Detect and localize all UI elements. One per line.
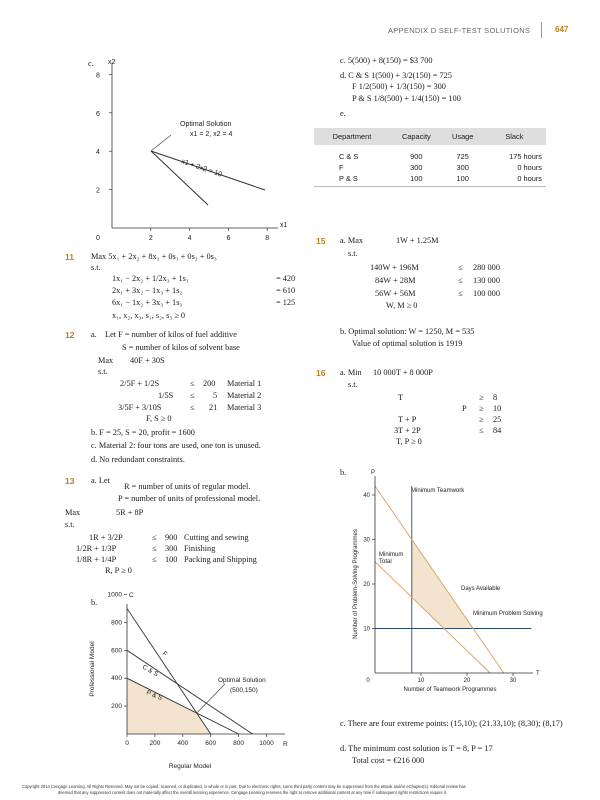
q15-b2: Value of optimal solution is 1919 <box>352 339 463 348</box>
q12-max: Max <box>98 356 114 365</box>
q16-c: c. There are four extreme points: (15,10); (21.33,10); (8,30); (8,17) <box>340 719 563 728</box>
q13-d2: F 1/2(500) + 1/3(150) = 300 <box>352 82 446 91</box>
graph2-x-tick-label: 400 <box>177 740 189 747</box>
q16-number: 16 <box>316 368 326 378</box>
q11-row-3-rhs: = 125 <box>276 298 296 307</box>
q13-row-1-rhs: 900 <box>165 533 178 542</box>
graph2-y-tick-label: 200 <box>111 703 122 711</box>
graph2-y-tick-label: 400 <box>111 675 122 683</box>
graph2-x-tick-label: 600 <box>205 740 217 747</box>
graph3-y-axis-letter: P <box>371 470 376 476</box>
q11-row-2: 2x₁ + 3x₂ − 1x₃ + 1s₂ <box>112 286 183 295</box>
q13-d3: P & S 1/8(500) + 1/4(150) = 100 <box>352 94 461 103</box>
q12-row-1-label: Material 1 <box>227 379 262 388</box>
q11-row-3: 6x₁ − 1x₂ + 3x₃ + 1s₃ <box>112 298 183 307</box>
graph3-line-daysavailable <box>375 486 504 673</box>
q13-row-1-sign: ≤ <box>152 533 157 542</box>
slack-table <box>314 128 546 187</box>
q12-row-1: 2/5F + 1/2S <box>120 379 160 388</box>
q12-b: b. F = 25, S = 20, profit = 1600 <box>91 428 195 437</box>
table-header-row <box>314 128 546 145</box>
q16-nonneg: T, P ≥ 0 <box>396 437 422 446</box>
q11-nonneg: x₁, x₂, x₃, s₁, s₂, s₃ ≥ 0 <box>112 311 186 320</box>
q12-nonneg: F, S ≥ 0 <box>146 414 172 423</box>
graph2-leader-line <box>197 684 225 713</box>
q12-row-3-sign: ≤ <box>190 403 195 412</box>
running-header: APPENDIX D SELF-TEST SOLUTIONS <box>388 26 531 35</box>
q13-row-2: 1/2R + 1/3P <box>76 544 117 553</box>
graph3-y-label: Number of Problem-Solving Programmes <box>353 529 359 639</box>
q11-number: 11 <box>65 252 74 262</box>
graph2-y-label: Professional Model <box>89 641 96 697</box>
q16-row-1-rhs: 8 <box>493 393 498 402</box>
q12-row-1-rhs: 200 <box>203 379 216 388</box>
q13-row-2-label: Finishing <box>184 544 216 553</box>
q15-row-1: 140W + 196M <box>370 263 419 272</box>
table-header: Usage <box>443 128 483 145</box>
q15-row-1-rhs: 280 000 <box>473 263 500 272</box>
q11-row-1: 1x₁ − 2x₂ + 1/2x₃ + 1s₁ <box>112 274 189 283</box>
graph2-y-axis-letter: C <box>129 592 134 599</box>
q13-row-3-rhs: 100 <box>165 555 178 564</box>
table-cell: 0 hours <box>483 173 546 187</box>
q12-def2: S = number of kilos of solvent base <box>122 343 240 352</box>
q13-e: e. <box>340 109 346 118</box>
graph1-part-label: c. <box>88 59 94 68</box>
graph1-x-tick-label: 2 <box>148 235 153 240</box>
graph1-y-tick-label: 4 <box>96 149 100 157</box>
q15-a: a. Max <box>340 236 364 245</box>
q15-number: 15 <box>316 236 326 246</box>
table-cell: 300 <box>456 163 469 172</box>
graph1-y-tick-label: 6 <box>96 110 100 118</box>
q12-row-2: 1/5S <box>158 391 174 400</box>
q16-row-4: 3T + 2P <box>394 426 421 435</box>
graph2-annotation-value: (500,150) <box>230 687 258 694</box>
q15-row-2-sign: ≤ <box>458 276 463 285</box>
q16-row-4-sign: ≤ <box>479 426 484 435</box>
graph2-y-tick-label: 1000 <box>107 591 122 599</box>
graph1-x-tick-label: 0 <box>96 235 100 240</box>
q13-a-label: a. Let <box>91 476 110 485</box>
table-header: Slack <box>483 128 546 145</box>
graph1-constraint-line <box>151 151 208 205</box>
q16-d1: d. The minimum cost solution is T = 8, P = 17 <box>340 744 493 753</box>
graph3-label-minimum-problem-solving: Minimum Problem Solving <box>473 611 543 617</box>
q12-c: c. Material 2: four tons are used, one ton is unused. <box>91 441 261 450</box>
q16-row-1: T <box>398 393 404 402</box>
graph2-y-tick-label: 600 <box>111 647 122 655</box>
graph1-x-tick-label: 4 <box>187 235 192 240</box>
q13-row-3-label: Packing and Shipping <box>184 555 257 564</box>
graph3-x-tick-label: 10 <box>417 678 425 684</box>
q12-row-2-rhs: 5 <box>213 391 218 400</box>
table-header: Department <box>314 128 390 145</box>
footer-line-2: deemed that any suppressed content does not materially affect the overall learning experience. Cengage Learning reserves the right to remove additional content at any time if subsequent rights restrictions require it. <box>58 790 448 795</box>
graph2-chart <box>80 586 300 774</box>
table-cell: P & S <box>314 173 390 187</box>
q11-row-2-rhs: = 610 <box>276 286 296 295</box>
graph3-x-tick-label: 20 <box>463 678 471 684</box>
graph1-leader-line <box>151 135 171 151</box>
q12-row-3-rhs: 21 <box>209 403 218 412</box>
header-divider <box>541 22 542 38</box>
q12-d: d. No redundant constraints. <box>91 455 185 464</box>
q15-row-1-sign: ≤ <box>458 263 463 272</box>
page-number: 647 <box>555 25 569 34</box>
graph3-y-tick-label: 10 <box>363 626 370 633</box>
graph3-x-axis-letter: T <box>536 671 540 677</box>
graph2-label-f: F <box>160 650 169 659</box>
graph3-y-tick-label: 20 <box>363 582 370 588</box>
q15-row-3-rhs: 100 000 <box>473 289 500 298</box>
table-cell: 175 hours <box>509 152 542 161</box>
q16-row-3: T + P <box>398 415 417 424</box>
table-cell: 100 <box>443 173 483 187</box>
q15-row-2: 84W + 28M <box>375 276 416 285</box>
q16-st: s.t. <box>348 380 358 389</box>
graph2-x-tick-label: 0 <box>125 740 129 747</box>
q16-row-2-sign: ≥ <box>479 404 484 413</box>
q13-st: s.t. <box>65 520 75 529</box>
graph3-x-tick-label: 0 <box>366 678 370 684</box>
table-cell: C & S <box>339 152 359 161</box>
q12-def1: Let F = number of kilos of fuel additive <box>105 330 237 339</box>
graph2-x-axis-letter: R <box>283 741 288 748</box>
q16-objective: 10 000T + 8 000P <box>373 368 433 377</box>
graph3-label-minimum-teamwork: Minimum Teamwork <box>411 488 465 494</box>
graph3-x-label: Number of Teamwork Programmes <box>403 687 497 693</box>
graph2-x-tick-label: 200 <box>149 740 161 747</box>
table-row <box>314 162 546 173</box>
q12-number: 12 <box>65 330 75 340</box>
q13-row-1-label: Cutting and sewing <box>184 533 249 542</box>
graph1-line-label: x1 + 2x2 = 10 <box>180 158 223 179</box>
graph3-y-tick-label: 40 <box>363 493 370 499</box>
graph3-chart <box>345 466 555 696</box>
q16-row-4-rhs: 84 <box>493 426 502 435</box>
graph2-x-tick-label: 800 <box>233 740 245 747</box>
q13-row-2-sign: ≤ <box>152 544 157 553</box>
q16-d2: Total cost = €216 000 <box>352 756 425 765</box>
graph2-label-ps: P & S <box>145 689 164 703</box>
graph3-x-tick-label: 30 <box>509 678 517 684</box>
q16-row-3-rhs: 25 <box>493 415 502 424</box>
table-cell: 725 <box>456 152 469 161</box>
q13-c: c. 5(500) + 8(150) = $3 700 <box>340 56 433 65</box>
q15-nonneg: W, M ≥ 0 <box>386 301 418 310</box>
q12-row-1-sign: ≤ <box>190 379 195 388</box>
table-cell: 100 <box>390 173 443 187</box>
q11-objective: Max 5x₁ + 2x₂ + 8x₃ + 0s₁ + 0s₂ + 0s₃ <box>91 252 217 261</box>
q13-b-label: b. <box>91 598 98 607</box>
q12-objective: 40F + 30S <box>130 356 165 365</box>
q15-row-3: 56W + 56M <box>375 289 416 298</box>
q12-row-2-label: Material 2 <box>227 391 262 400</box>
table-header: Capacity <box>390 128 443 145</box>
q13-def1: R = number of units of regular model. <box>124 482 251 491</box>
graph1-x-label: x1 <box>280 222 288 229</box>
table-row <box>314 173 546 187</box>
q13-def2: P = number of units of professional model. <box>118 494 261 503</box>
graph1-x-tick-label: 8 <box>265 235 270 240</box>
table-cell: 900 <box>410 152 423 161</box>
graph3-constraint-lines <box>375 486 531 673</box>
graph2-annotation-title: Optimal Solution <box>218 677 266 684</box>
graph2-x-tick-label: 1000 <box>259 740 274 747</box>
graph1-y-tick-label: 2 <box>96 187 100 195</box>
q16-row-2: P <box>462 404 467 413</box>
q15-row-2-rhs: 130 000 <box>473 276 500 285</box>
q15-b1: b. Optimal solution: W = 1250, M = 535 <box>340 327 475 336</box>
table-cell: F <box>339 163 344 172</box>
q11-st: s.t. <box>91 263 101 272</box>
q13-max: Max <box>65 508 81 517</box>
q16-row-1-sign: ≥ <box>479 393 484 402</box>
q13-row-3: 1/8R + 1/4P <box>76 555 117 564</box>
q13-row-3-sign: ≤ <box>152 555 157 564</box>
q13-objective: 5R + 8P <box>116 508 144 517</box>
graph1-annotation-value: x1 = 2, x2 = 4 <box>190 131 233 138</box>
graph2-feasible-region <box>127 678 211 734</box>
table-cell: 300 <box>410 163 423 172</box>
q12-row-3-label: Material 3 <box>227 403 262 412</box>
q16-b-label: b. <box>340 468 347 477</box>
q13-row-1: 1R + 3/2P <box>89 533 123 542</box>
graph1-x-tick-label: 6 <box>226 235 231 240</box>
graph1-ticks <box>96 72 269 240</box>
graph3-label-days-available: Days Available <box>461 586 501 592</box>
graph1-annotation-title: Optimal Solution <box>180 121 232 128</box>
graph2-x-label: Regular Model <box>168 763 212 770</box>
graph2-y-tick-label: 800 <box>111 619 122 627</box>
q13-number: 13 <box>65 476 75 486</box>
table-cell: 0 hours <box>517 163 542 172</box>
q12-st: s.t. <box>98 367 108 376</box>
q16-row-2-rhs: 10 <box>493 404 502 413</box>
q15-objective: 1W + 1.25M <box>396 236 439 245</box>
q12-row-3: 3/5F + 3/10S <box>118 403 162 412</box>
graph2-label-cs: C & S <box>141 663 160 679</box>
q11-row-1-rhs: = 420 <box>276 274 296 283</box>
graph3-y-tick-label: 30 <box>363 537 370 544</box>
q13-row-2-rhs: 300 <box>165 544 178 553</box>
q16-a: a. Min <box>340 368 362 377</box>
q12-row-2-sign: ≤ <box>190 391 195 400</box>
q13-nonneg: R, P ≥ 0 <box>105 566 132 575</box>
graph1-y-label: x2 <box>108 59 116 66</box>
footer-line-1: Copyright 2014 Cengage Learning. All Rights Reserved. May not be copied, scanned, or duplicated, in whole or in part. Due to electronic rights, some third party content may be suppressed from the eBook and/or eChapter(s). Editorial review has <box>22 784 466 789</box>
table-row <box>314 151 546 162</box>
q15-st: s.t. <box>348 249 358 258</box>
graph1-y-tick-label: 8 <box>96 72 100 80</box>
graph3-label-minimum-total: Minimum Total <box>379 552 404 565</box>
q12-a-label: a. <box>91 330 97 339</box>
q16-row-3-sign: ≥ <box>479 415 484 424</box>
graph1-chart <box>60 55 290 240</box>
q15-row-3-sign: ≤ <box>458 289 463 298</box>
q13-d1: d. C & S 1(500) + 3/2(150) = 725 <box>340 71 452 80</box>
